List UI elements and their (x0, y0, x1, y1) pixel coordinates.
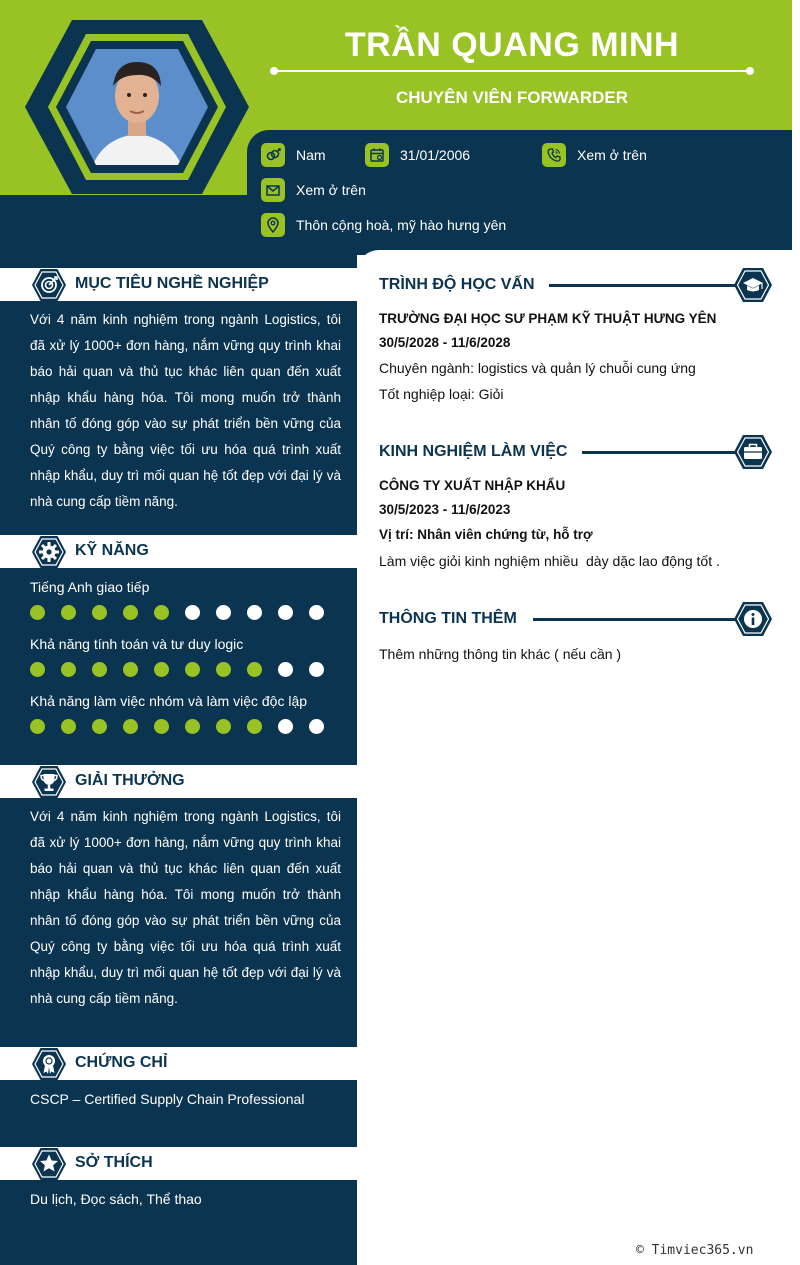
skill-dot-filled (30, 719, 45, 734)
gender-icon (261, 143, 285, 167)
objective-header (0, 268, 357, 301)
address-value: Thôn cộng hoà, mỹ hào hưng yên (296, 217, 507, 233)
location-icon (261, 213, 285, 237)
certificates-title: CHỨNG CHỈ (75, 1054, 168, 1071)
skill-dot-filled (92, 719, 107, 734)
experience-period: 30/5/2023 - 11/6/2023 (379, 502, 511, 517)
job-title: CHUYÊN VIÊN FORWARDER (395, 88, 629, 107)
email-value: Xem ở trên (296, 182, 366, 198)
skill-dot-filled (216, 719, 231, 734)
skill-dot-filled (30, 662, 45, 677)
skill-dot-empty (247, 605, 262, 620)
skill-dot-filled (216, 662, 231, 677)
skill-dot-empty (309, 605, 324, 620)
graduation-cap-icon (733, 267, 773, 303)
skill-name: Tiếng Anh giao tiếp (30, 579, 150, 595)
additional-divider (533, 618, 739, 621)
experience-description: Làm việc giỏi kinh nghiệm nhiều dày dặc lao động tốt . (379, 553, 720, 569)
hobbies-text: Du lịch, Đọc sách, Thể thao (30, 1191, 202, 1207)
phone-icon (542, 143, 566, 167)
header-navy-block (0, 195, 260, 255)
skill-dot-empty (278, 719, 293, 734)
skill-rating (30, 605, 340, 620)
education-period: 30/5/2028 - 11/6/2028 (379, 335, 511, 350)
contact-gender (261, 143, 326, 167)
awards-text: Với 4 năm kinh nghiệm trong ngành Logistics, tôi đã xử lý 1000+ đơn hàng, nắm vững quy trình khai báo hải quan và thủ tục khác liên quan đến xuất nhập khẩu hàng hóa. Tôi mong muốn trở thành nhân tố đóng góp vào sự phát triển bền vững của Quý công ty bằng việc tối ưu hóa quá trình xuất nhập khẩu, duy trì mối quan hệ tốt đẹp với đại lý và nhà cung cấp tiềm năng. (30, 809, 341, 1006)
calendar-icon (365, 143, 389, 167)
name-divider (272, 70, 752, 72)
avatar-frame (20, 18, 252, 196)
skill-dot-empty (216, 605, 231, 620)
education-grade: Tốt nghiệp loại: Giỏi (379, 386, 504, 402)
skill-dot-filled (154, 719, 169, 734)
skill-name: Khả năng làm việc nhóm và làm việc độc lập (30, 693, 308, 709)
candidate-name: TRẦN QUANG MINH (344, 26, 680, 64)
certificates-text: CSCP – Certified Supply Chain Professional (30, 1091, 305, 1107)
skill-dot-filled (154, 605, 169, 620)
skill-dot-empty (309, 719, 324, 734)
skill-dot-filled (30, 605, 45, 620)
objective-title: MỤC TIÊU NGHỀ NGHIỆP (75, 275, 269, 292)
phone-value: Xem ở trên (577, 147, 647, 163)
contact-address (261, 213, 506, 237)
experience-title: KINH NGHIỆM LÀM VIỆC (379, 443, 568, 460)
contact-phone[interactable] (542, 143, 647, 167)
skill-rating (30, 719, 340, 734)
experience-divider (582, 451, 739, 454)
dob-value: 31/01/2006 (400, 147, 471, 163)
hobbies-title: SỞ THÍCH (75, 1154, 153, 1171)
awards-title: GIẢI THƯỞNG (75, 772, 185, 789)
contact-email[interactable] (261, 178, 366, 202)
skill-dot-filled (61, 662, 76, 677)
skill-dot-filled (123, 605, 138, 620)
gear-icon (31, 534, 67, 570)
star-icon (31, 1146, 67, 1182)
skill-dot-filled (247, 662, 262, 677)
additional-text: Thêm những thông tin khác ( nếu cần ) (379, 646, 622, 662)
gender-value: Nam (296, 147, 326, 163)
experience-company: CÔNG TY XUẤT NHẬP KHẨU (379, 478, 566, 493)
skill-dot-filled (154, 662, 169, 677)
skill-dot-filled (123, 662, 138, 677)
skill-dot-empty (309, 662, 324, 677)
briefcase-icon (733, 434, 773, 470)
skills-header (0, 535, 357, 568)
skill-dot-empty (278, 662, 293, 677)
objective-text: Với 4 năm kinh nghiệm trong ngành Logistics, tôi đã xử lý 1000+ đơn hàng, nắm vững quy trình khai báo hải quan và thủ tục khác liên quan đến xuất nhập khẩu hàng hóa. Tôi mong muốn trở thành nhân tố đóng góp vào sự phát triển bền vững của Quý công ty bằng việc tối ưu hóa quá trình xuất nhập khẩu, duy trì mối quan hệ tốt đẹp với đại lý và nhà cung cấp tiềm năng. (30, 312, 341, 509)
additional-title: THÔNG TIN THÊM (379, 610, 517, 627)
trophy-icon (31, 764, 67, 800)
footer-watermark: © Timviec365.vn (636, 1243, 754, 1258)
experience-position: Vị trí: Nhân viên chứng từ, hỗ trợ (379, 527, 593, 542)
awards-header (0, 765, 357, 798)
email-icon (261, 178, 285, 202)
skill-rating (30, 662, 340, 677)
skills-title: KỸ NĂNG (75, 542, 149, 559)
target-icon (31, 267, 67, 303)
skill-name: Khả năng tính toán và tư duy logic (30, 636, 244, 652)
main-content (357, 250, 792, 1265)
skill-dot-filled (92, 605, 107, 620)
hobbies-header (0, 1147, 357, 1180)
info-icon (733, 601, 773, 637)
skill-dot-empty (185, 605, 200, 620)
education-school: TRƯỜNG ĐẠI HỌC SƯ PHẠM KỸ THUẬT HƯNG YÊN (379, 311, 717, 326)
skill-dot-filled (61, 719, 76, 734)
education-major: Chuyên ngành: logistics và quản lý chuỗi cung ứng (379, 360, 696, 376)
skill-dot-filled (185, 662, 200, 677)
skill-dot-filled (92, 662, 107, 677)
skill-dot-filled (185, 719, 200, 734)
contact-dob (365, 143, 470, 167)
skill-dot-filled (123, 719, 138, 734)
education-divider (549, 284, 739, 287)
education-title: TRÌNH ĐỘ HỌC VẤN (379, 276, 535, 293)
skill-dot-filled (247, 719, 262, 734)
certificates-header (0, 1047, 357, 1080)
certificate-icon (31, 1046, 67, 1082)
skill-dot-empty (278, 605, 293, 620)
skill-dot-filled (61, 605, 76, 620)
